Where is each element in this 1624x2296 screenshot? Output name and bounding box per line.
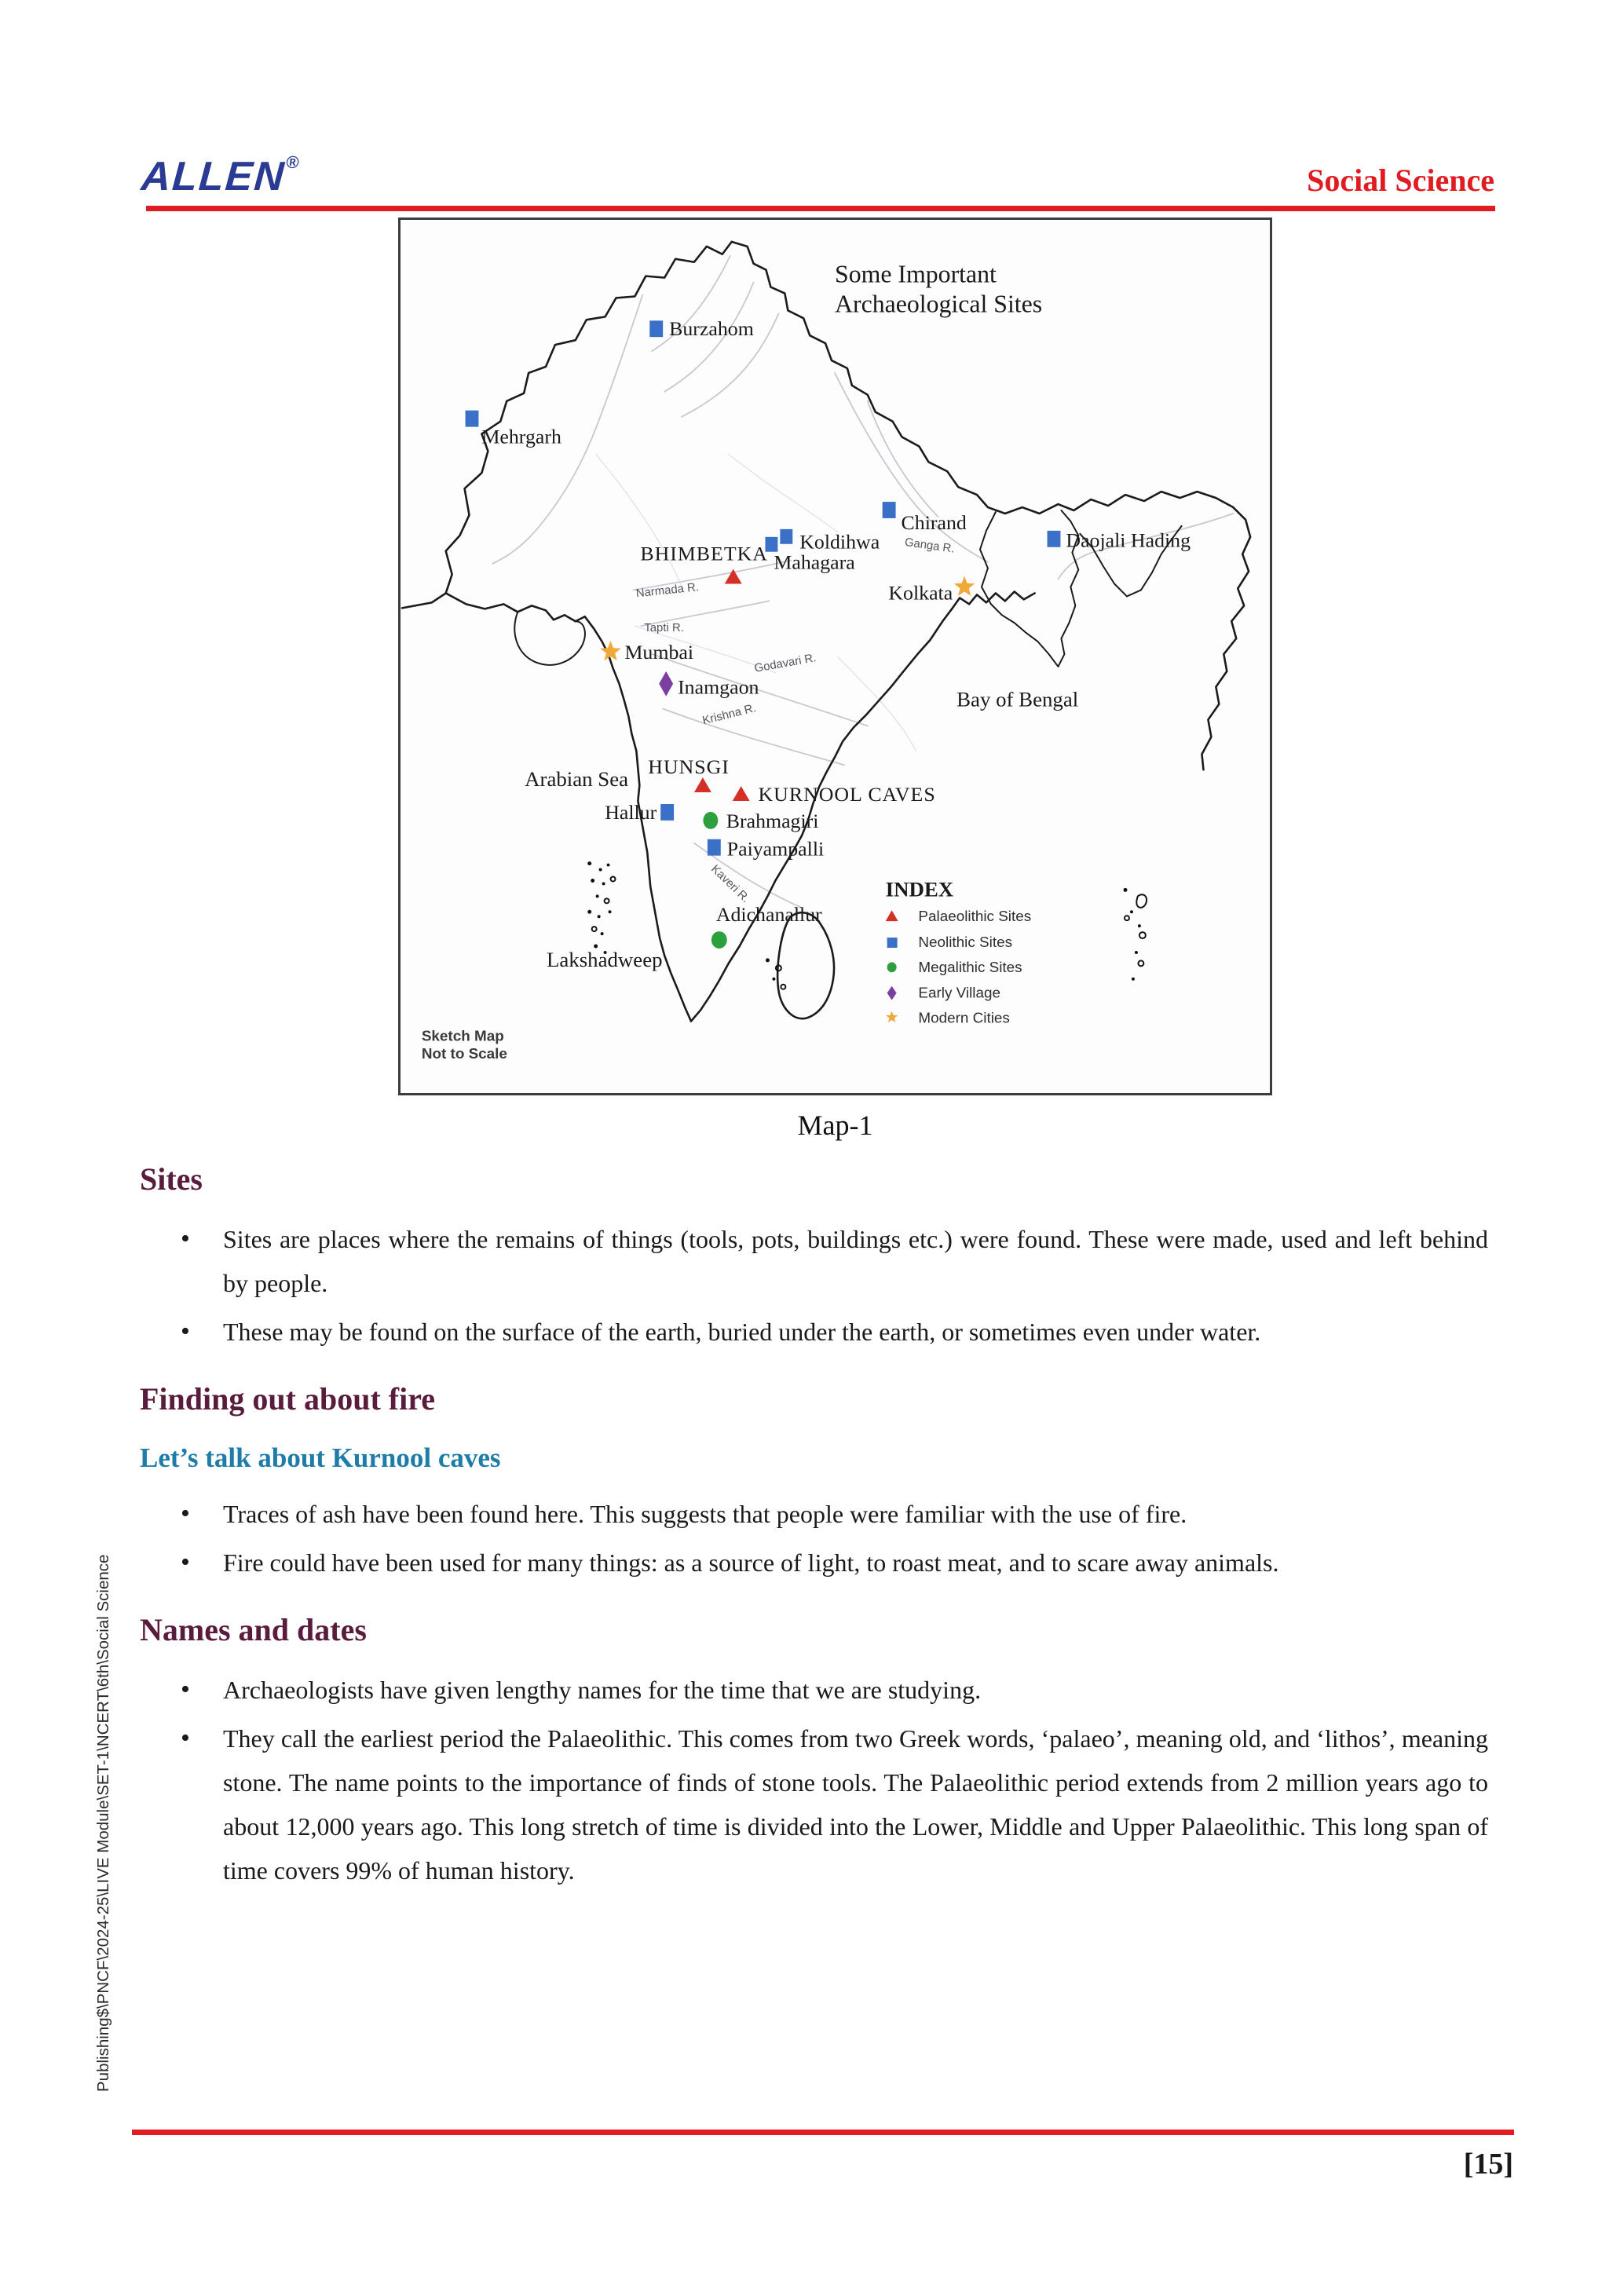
map-site-chirand [883, 502, 967, 534]
tapti-river-label: Tapti R. [644, 622, 684, 635]
svg-text:Early Village: Early Village [918, 985, 1001, 1002]
svg-text:Daojali Hading: Daojali Hading [1066, 528, 1191, 552]
allen-logo-text: ALLEN [139, 154, 287, 199]
map-site-mumbai [600, 641, 693, 664]
sites-bullet-list [140, 1217, 1488, 1354]
sketch-map-note-line1: Sketch Map [421, 1028, 504, 1045]
archaeological-sites-map [398, 218, 1272, 1095]
kurnool-caves-subheading: Let’s talk about Kurnool caves [140, 1442, 501, 1473]
fire-bullet-list [140, 1492, 1488, 1585]
lakshadweep-islands [587, 861, 615, 954]
content-sections [140, 1161, 1488, 1897]
svg-text:BHIMBETKA: BHIMBETKA [640, 542, 768, 565]
svg-text:Mahagara: Mahagara [774, 550, 855, 574]
map-site-inamgaon [659, 671, 759, 699]
svg-text:Neolithic Sites: Neolithic Sites [918, 934, 1013, 951]
bullet-item: • These may be found on the surface of the earth, buried under the earth, or sometimes even under water. [140, 1310, 1488, 1354]
index-title: INDEX [885, 877, 954, 901]
modern-city-star-icon [886, 1011, 898, 1022]
svg-text:Chirand: Chirand [901, 510, 967, 534]
svg-text:HUNSGI: HUNSGI [648, 755, 730, 779]
bullet-item: • Archaeologists have given lengthy names for the time that we are studying. [140, 1668, 1488, 1712]
svg-text:Inamgaon: Inamgaon [678, 675, 759, 699]
names-dates-heading: Names and dates [140, 1612, 367, 1647]
svg-text:Mehrgarh: Mehrgarh [481, 425, 561, 448]
registered-trademark-icon: ® [285, 152, 300, 172]
map-site-adichanallur [711, 903, 822, 949]
header-rule [146, 206, 1495, 211]
map-title-line2: Archaeological Sites [835, 290, 1043, 318]
bullet-item: • Fire could have been used for many things: as a source of light, to roast meat, and to scare away animals. [140, 1541, 1488, 1585]
andaman-nicobar-islands [1124, 888, 1147, 981]
map-site-brahmagiri [703, 810, 818, 832]
sketch-map-note-line2: Not to Scale [421, 1046, 507, 1063]
page-number: [15] [1463, 2148, 1513, 2181]
svg-text:Burzahom: Burzahom [669, 317, 754, 341]
svg-text:Paiyampalli: Paiyampalli [726, 837, 825, 861]
map-site-koldihwa [780, 529, 880, 554]
svg-text:Megalithic Sites: Megalithic Sites [918, 959, 1022, 976]
bangladesh-border [980, 510, 1078, 667]
map-site-mehrgarh [466, 411, 561, 448]
map-site-burzahom [649, 317, 754, 340]
svg-text:Adichanallur: Adichanallur [715, 903, 822, 927]
footer-rule [132, 2130, 1514, 2135]
map-site-daojali-hading [1048, 529, 1191, 552]
map-site-hallur [605, 801, 674, 824]
early-village-diamond-icon [887, 986, 897, 1000]
kaveri-river-label: Kaveri R. [708, 862, 752, 905]
map-site-kurnool-caves [733, 783, 936, 806]
svg-text:Modern Cities: Modern Cities [918, 1010, 1010, 1027]
lakshadweep-label: Lakshadweep [546, 947, 663, 971]
narmada-river-label: Narmada R. [635, 581, 700, 601]
gulf-of-mannar-islands [766, 958, 785, 989]
bay-of-bengal-label: Bay of Bengal [956, 687, 1079, 711]
bullet-item: • Traces of ash have been found here. This suggests that people were familiar with the use of fire. [140, 1492, 1488, 1536]
state-boundary-line [596, 454, 682, 587]
arabian-sea-label: Arabian Sea [525, 767, 629, 792]
subject-title: Social Science [1307, 163, 1494, 198]
sri-lanka-outline [777, 912, 834, 1018]
svg-text:Koldihwa: Koldihwa [799, 530, 880, 554]
svg-text:Palaeolithic Sites: Palaeolithic Sites [918, 909, 1032, 926]
map-site-hunsgi [648, 755, 730, 792]
svg-text:Kolkata: Kolkata [888, 581, 953, 605]
neolithic-square-icon [887, 938, 898, 948]
palaeolithic-triangle-icon [886, 910, 898, 921]
krishna-river-label: Krishna R. [701, 702, 758, 728]
bullet-item: • Sites are places where the remains of things (tools, pots, buildings etc.) were found. These were made, used and left behind by people. [140, 1217, 1488, 1305]
ganga-river-label: Ganga R. [903, 536, 956, 556]
allen-logo [140, 154, 299, 197]
fire-heading: Finding out about fire [140, 1381, 435, 1417]
map-index-legend [886, 877, 1032, 1026]
megalithic-circle-icon [887, 962, 897, 972]
map-caption: Map-1 [797, 1110, 873, 1141]
svg-text:KURNOOL CAVES: KURNOOL CAVES [758, 783, 936, 806]
svg-text:Mumbai: Mumbai [624, 640, 694, 664]
sites-heading: Sites [140, 1161, 203, 1197]
state-boundary-line [729, 454, 838, 532]
india-outline [402, 242, 1250, 770]
map-title-line1: Some Important [835, 260, 997, 288]
svg-text:Hallur: Hallur [605, 800, 657, 824]
svg-text:Brahmagiri: Brahmagiri [726, 809, 819, 832]
publishing-path-text: Publishing$\PNCF\2024-25\LIVE Module\SET-1\NCERT\6th\Social Science [94, 1554, 112, 2092]
bullet-item: • They call the earliest period the Palaeolithic. This comes from two Greek words, ‘palaeo’, meaning old, and ‘lithos’, meaning stone. The name points to the importance of finds of stone tools. The Palaeolithic period extends from 2 million years ago to about 12,000 years ago. This long stretch of time is divided into the Lower, Middle and Upper Palaeolithic. This long span of time covers 99% of human history. [140, 1717, 1488, 1892]
godavari-river-label: Godavari R. [753, 652, 817, 675]
names-bullet-list [140, 1668, 1488, 1892]
map-site-paiyampalli [708, 838, 824, 861]
